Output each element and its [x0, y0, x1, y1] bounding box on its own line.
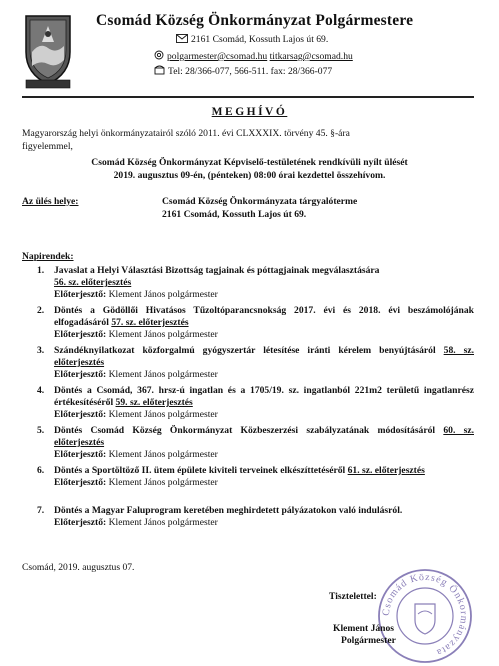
- presenter-name: Klement János polgármester: [108, 477, 218, 489]
- agenda-item-number: 2.: [37, 305, 45, 316]
- signatory-name: Klement János: [333, 623, 395, 634]
- agenda-item-number: 5.: [37, 425, 45, 436]
- phone-icon: [154, 65, 165, 75]
- presenter-name: Klement János polgármester: [108, 369, 218, 381]
- presenter-label: Előterjesztő:: [54, 329, 107, 341]
- header-phone: Tel: 28/366-077, 566-511. fax: 28/366-077: [168, 66, 333, 77]
- email-icon: [154, 50, 164, 60]
- envelope-icon: [176, 34, 188, 43]
- agenda-item-number: 6.: [37, 465, 45, 476]
- agenda-item-reference[interactable]: 57. sz. előterjesztés: [111, 317, 189, 329]
- presenter-name: Klement János polgármester: [108, 409, 218, 421]
- document-title: MEGHÍVÓ: [211, 106, 288, 118]
- header-email-secondary[interactable]: titkarsag@csomad.hu: [269, 51, 353, 62]
- intro-line-1: Magyarország helyi önkormányzatairól szóló 2011. évi CLXXXIX. törvény 45. §-ára: [22, 128, 350, 139]
- header-divider: [22, 96, 474, 98]
- presenter-label: Előterjesztő:: [54, 289, 107, 301]
- agenda-item-reference[interactable]: 59. sz. előterjesztés: [115, 397, 193, 409]
- agenda-item-reference[interactable]: 60. sz. előterjesztés: [54, 425, 474, 449]
- header-email-line: [154, 50, 353, 62]
- agenda-label: Napirendek:: [22, 251, 74, 262]
- presenter-label: Előterjesztő:: [54, 517, 107, 529]
- intro-line-2: figyelemmel,: [22, 141, 73, 152]
- presenter-label: Előterjesztő:: [54, 449, 107, 461]
- convocation-line-1: Csomád Község Önkormányzat Képviselő-testületének rendkívüli nyílt ülését: [91, 157, 408, 168]
- presenter-label: Előterjesztő:: [54, 369, 107, 381]
- presenter-name: Klement János polgármester: [108, 517, 218, 529]
- presenter-label: Előterjesztő:: [54, 409, 107, 421]
- signatory-role: Polgármester: [341, 635, 396, 646]
- coat-of-arms-logo: [22, 12, 74, 90]
- venue-line-2: 2161 Csomád, Kossuth Lajos út 69.: [162, 209, 307, 220]
- agenda-item: [37, 305, 474, 342]
- presenter-name: Klement János polgármester: [108, 289, 218, 301]
- agenda-item: [37, 505, 474, 529]
- venue-line-1: Csomád Község Önkormányzata tárgyalóterme: [162, 196, 358, 207]
- agenda-item-number: 1.: [37, 265, 45, 276]
- agenda-item-text: Döntés a Sportöltöző II. ütem épülete kiviteli terveinek elkészíttetéséről: [54, 465, 346, 476]
- agenda-item-number: 3.: [37, 345, 45, 356]
- presenter-name: Klement János polgármester: [108, 329, 218, 341]
- header-address: 2161 Csomád, Kossuth Lajos út 69.: [191, 34, 329, 45]
- agenda-item-text: Döntés a Gödöllői Hivatásos Tűzoltóparancsnokság 2017. évi és 2018. évi beszámolójának elfogadásáról: [54, 305, 474, 329]
- agenda-item: [37, 425, 474, 462]
- agenda-item-reference[interactable]: 58. sz. előterjesztés: [54, 345, 475, 369]
- presenter-name: Klement János polgármester: [108, 449, 218, 461]
- agenda-item: [37, 265, 474, 302]
- agenda-item-text: Döntés a Csomád, 367. hrsz-ú ingatlan és a 1705/19. sz. ingatlanból 221m2 területű ingatlanrész értékesítéséről: [54, 385, 474, 409]
- agenda-item-reference[interactable]: 61. sz. előterjesztés: [347, 465, 425, 476]
- document-date: Csomád, 2019. augusztus 07.: [22, 562, 135, 573]
- agenda-item-number: 7.: [37, 505, 45, 516]
- agenda-item-text: Szándéknyilatkozat közforgalmú gyógyszertár létesítése iránti kérelem benyújtásáról: [54, 345, 436, 356]
- presenter-label: Előterjesztő:: [54, 477, 107, 489]
- agenda-item: [37, 345, 474, 382]
- venue-label: Az ülés helye:: [22, 196, 79, 207]
- header-title: Csomád Község Önkormányzat Polgármestere: [96, 12, 414, 29]
- header-phone-line: [154, 65, 332, 77]
- agenda-item-text: Javaslat a Helyi Választási Bizottság tagjainak és póttagjainak megválasztására: [54, 265, 380, 276]
- agenda-item-number: 4.: [37, 385, 45, 396]
- agenda-item-text: Döntés Csomád Község Önkormányzat Közbeszerzési szabályzatának módosításáról: [54, 425, 436, 436]
- svg-text:Csomád Község Önkormányzata: Csomád Község Önkormányzata: [380, 571, 470, 659]
- agenda-item-text: Döntés a Magyar Faluprogram keretében meghirdetett pályázatokon való indulásról.: [54, 505, 403, 516]
- header-address-line: [176, 34, 328, 45]
- official-seal-stamp: [375, 566, 475, 666]
- closing-regards: Tisztelettel:: [329, 591, 377, 602]
- convocation-line-2: 2019. augusztus 09-én, (pénteken) 08:00 órai kezdettel összehívom.: [113, 170, 386, 181]
- header-email-primary[interactable]: polgarmester@csomad.hu: [167, 51, 268, 62]
- agenda-item: [37, 465, 474, 489]
- agenda-item-reference[interactable]: 56. sz. előterjesztés: [54, 277, 132, 289]
- agenda-item: [37, 385, 474, 422]
